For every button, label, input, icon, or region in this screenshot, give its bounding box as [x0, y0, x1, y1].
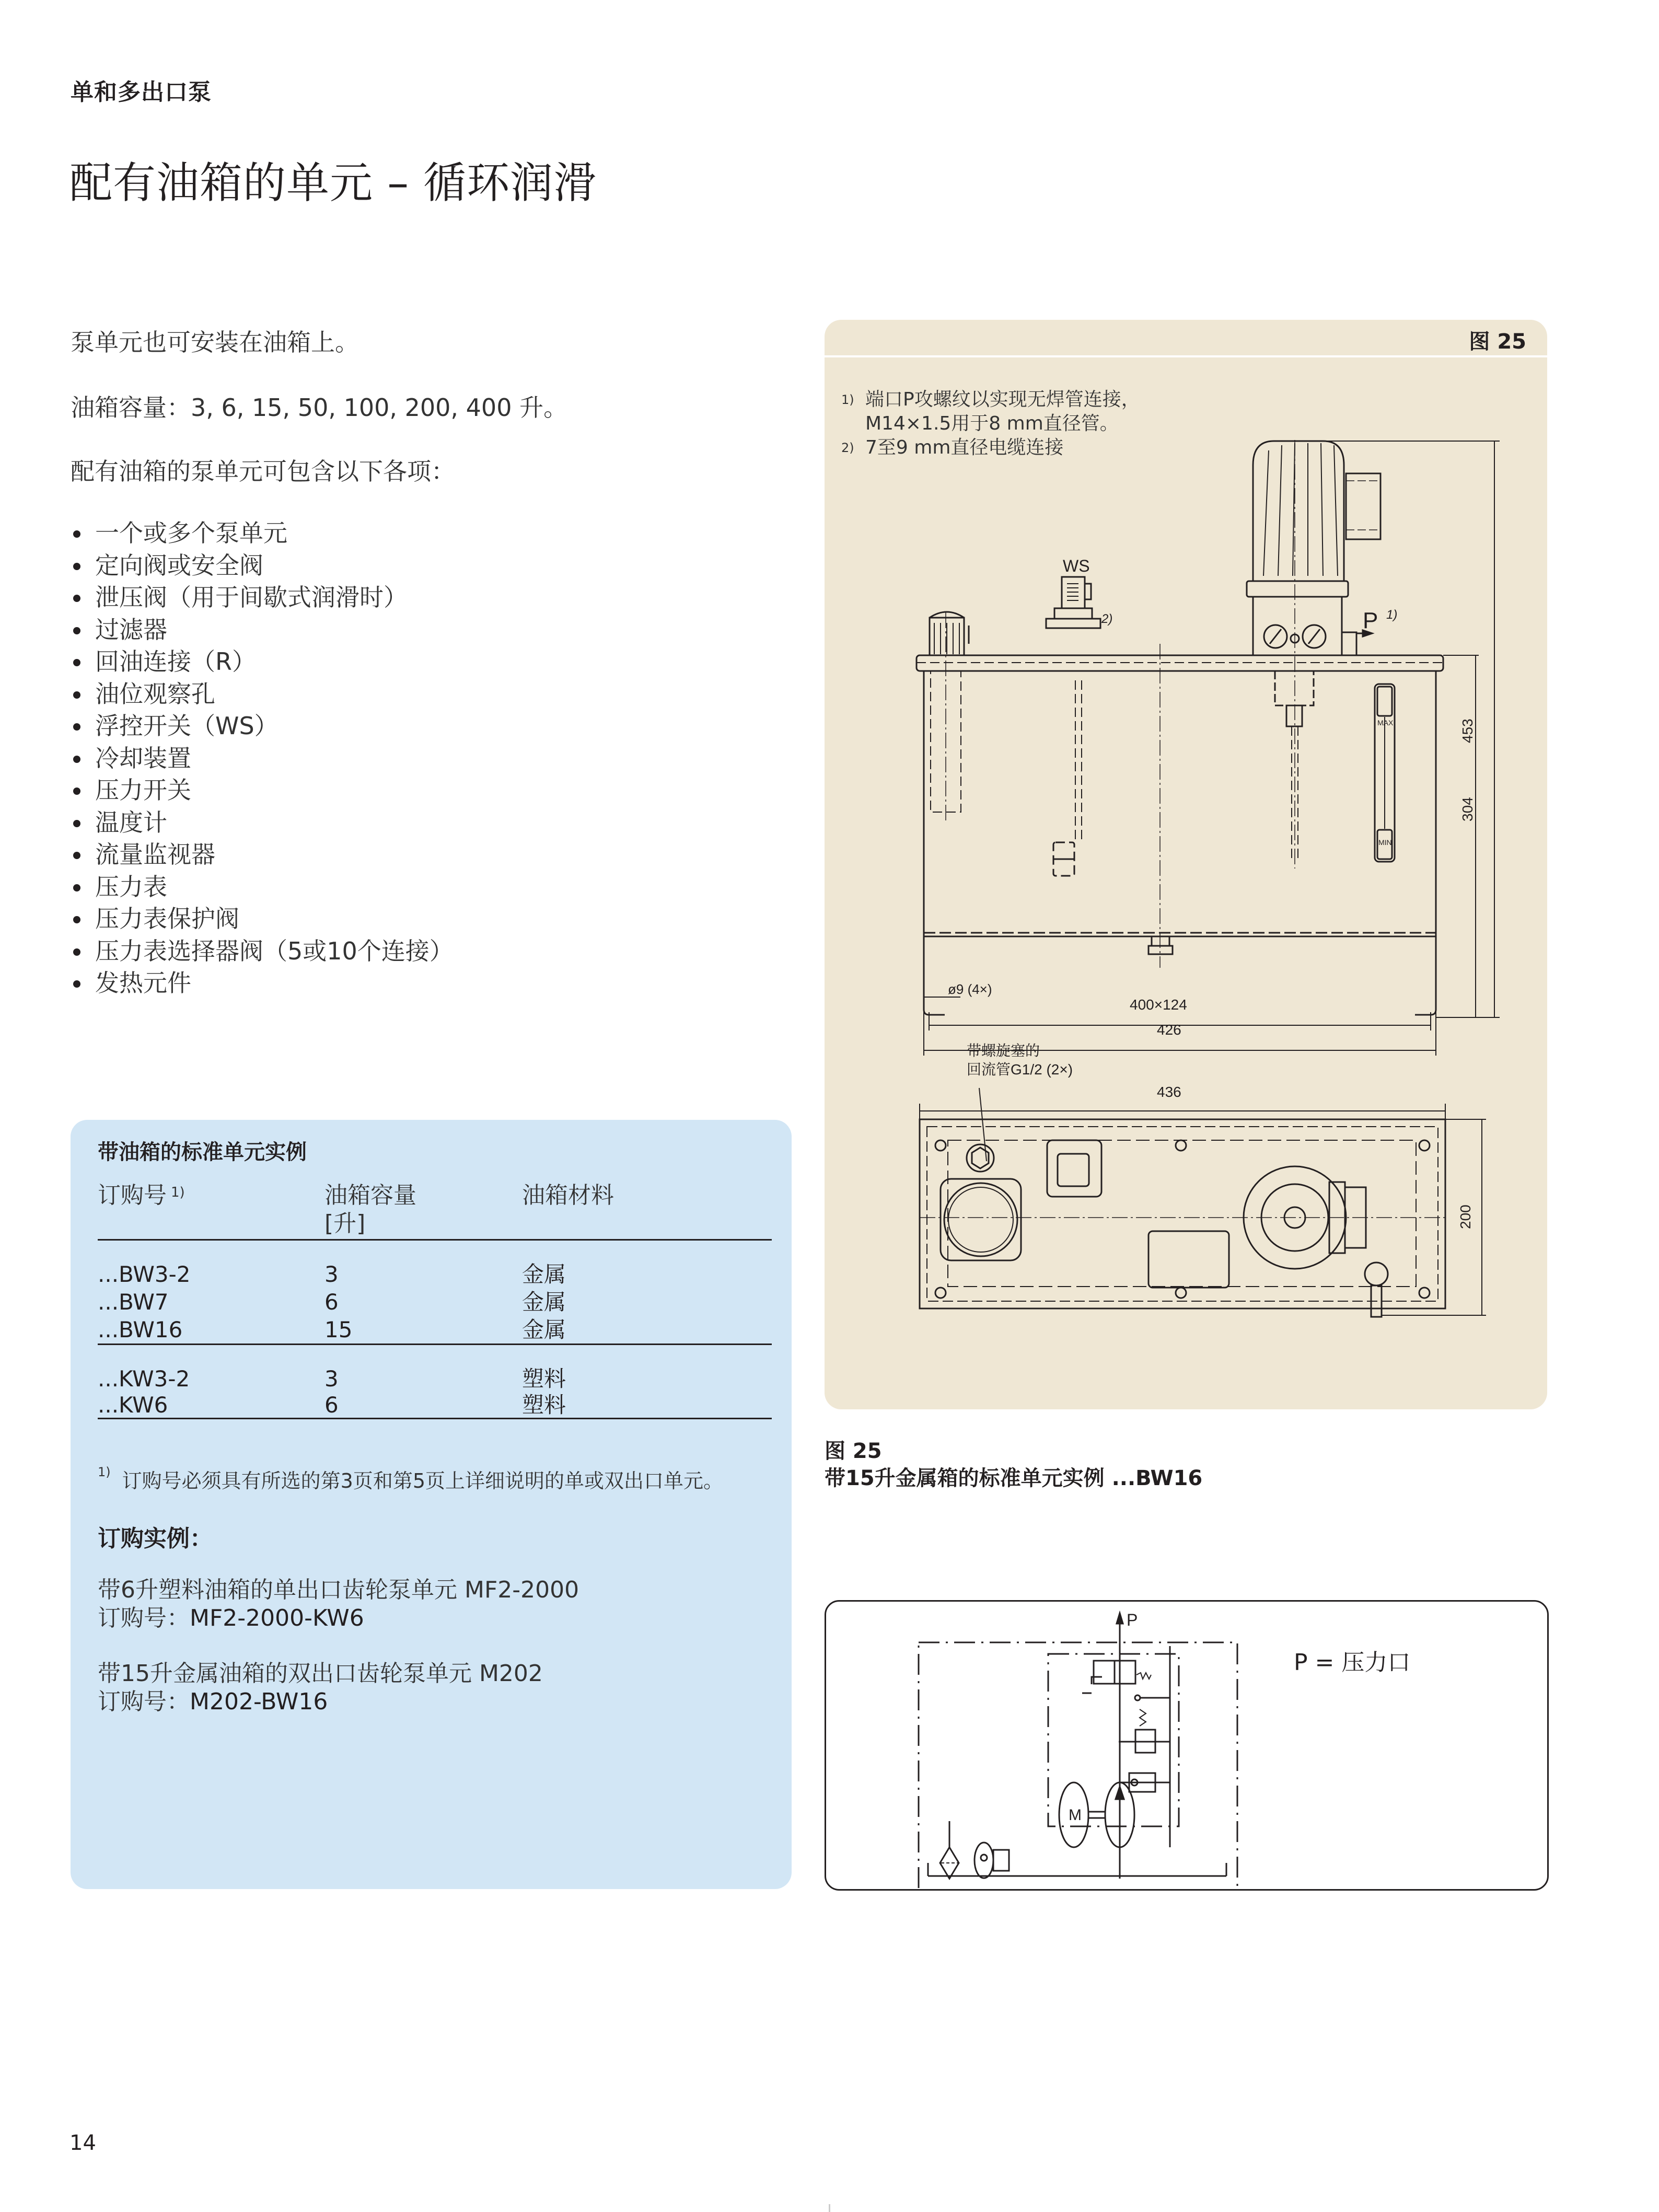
svg-text:200: 200	[1457, 1205, 1474, 1229]
order-example-description: 带6升塑料油箱的单出口齿轮泵单元 MF2-2000	[98, 1577, 579, 1603]
list-item: 一个或多个泵单元	[71, 517, 454, 550]
order-example-number: 订购号：MF2-2000-KW6	[98, 1605, 364, 1631]
figure-note-continuation: M14×1.5用于8 mm直径管。	[865, 413, 1119, 434]
page-center-mark	[829, 2204, 830, 2212]
list-item: 浮控开关（WS）	[71, 710, 454, 743]
list-item: 压力表	[71, 871, 454, 904]
capacity-cell: 3	[324, 1261, 339, 1287]
port-p-label: P	[1127, 1611, 1138, 1629]
technical-drawing	[825, 320, 1547, 1409]
svg-text:453: 453	[1459, 719, 1476, 743]
hydraulic-schematic-panel	[825, 1600, 1549, 1891]
list-item: 压力表选择器阀（5或10个连接）	[71, 935, 454, 968]
list-item: 流量监视器	[71, 839, 454, 871]
options-intro-paragraph: 配有油箱的泵单元可包含以下各项：	[71, 457, 455, 485]
hydraulic-schematic	[826, 1602, 1547, 1889]
table-bottom-divider	[98, 1418, 772, 1419]
list-item: 回油连接（R）	[71, 646, 454, 678]
page-number: 14	[69, 2131, 96, 2155]
order-no-cell: ...BW3-2	[98, 1261, 191, 1287]
list-item: 压力表保护阀	[71, 903, 454, 935]
figure-caption-text: 带15升金属箱的标准单元实例 ...BW16	[825, 1466, 1203, 1490]
list-item: 泄压阀（用于间歇式润滑时）	[71, 582, 454, 614]
svg-text:304: 304	[1459, 797, 1476, 821]
list-item: 油位观察孔	[71, 678, 454, 711]
order-example-description: 带15升金属油箱的双出口齿轮泵单元 M202	[98, 1660, 543, 1687]
order-no-cell: ...BW7	[98, 1289, 169, 1315]
figure-note: 2) 7至9 mm直径电缆连接	[841, 437, 1064, 458]
capacity-cell: 6	[324, 1392, 339, 1418]
material-cell: 塑料	[522, 1366, 566, 1392]
schematic-legend: P = 压力口	[1294, 1649, 1411, 1676]
column-header-material: 油箱材料	[522, 1182, 614, 1209]
motor-label: M	[1069, 1806, 1082, 1824]
capacity-cell: 15	[324, 1317, 353, 1342]
material-cell: 金属	[522, 1289, 566, 1315]
column-header-order-no: 订购号 $^{1)}$	[98, 1182, 185, 1209]
page-title: 配有油箱的单元 – 循环润滑	[69, 158, 597, 208]
figure-tag: 图 25	[1469, 330, 1526, 354]
options-list	[71, 517, 454, 1000]
table-footnote: $^{1)}$ 订购号必须具有所选的第3页和第5页上详细说明的单或双出口单元。	[98, 1465, 723, 1492]
svg-text:400×124: 400×124	[1130, 997, 1187, 1013]
list-item: 定向阀或安全阀	[71, 550, 454, 582]
order-example-number: 订购号：M202-BW16	[98, 1688, 328, 1715]
standard-units-title: 带油箱的标准单元实例	[98, 1140, 307, 1164]
order-examples-title: 订购实例：	[98, 1525, 213, 1552]
section-label: 单和多出口泵	[71, 79, 212, 106]
material-cell: 金属	[522, 1261, 566, 1287]
svg-text:1): 1)	[1386, 608, 1398, 622]
svg-text:436: 436	[1157, 1084, 1181, 1100]
order-no-cell: ...KW6	[98, 1392, 168, 1418]
svg-text:ø9 (4×): ø9 (4×)	[948, 981, 992, 997]
list-item: 温度计	[71, 807, 454, 839]
capacity-unit: [升]	[324, 1210, 366, 1237]
ws-label: WS	[1063, 557, 1090, 575]
svg-text:MAX: MAX	[1377, 719, 1394, 727]
svg-text:带螺旋塞的: 带螺旋塞的	[967, 1043, 1040, 1059]
capacity-cell: 6	[324, 1289, 339, 1315]
list-item: 压力开关	[71, 774, 454, 807]
figure-caption-number: 图 25	[825, 1439, 882, 1463]
figure-panel	[825, 320, 1547, 1409]
standard-units-panel	[71, 1120, 792, 1889]
table-group-divider	[98, 1344, 772, 1345]
material-cell: 塑料	[522, 1392, 566, 1418]
footnote-ref: 1)	[171, 1185, 185, 1200]
intro-paragraph: 泵单元也可安装在油箱上。	[71, 328, 359, 356]
order-no-cell: ...KW3-2	[98, 1366, 190, 1392]
tank-capacity-paragraph: 油箱容量：3, 6, 15, 50, 100, 200, 400 升。	[71, 393, 568, 422]
material-cell: 金属	[522, 1317, 566, 1342]
list-item: 冷却装置	[71, 743, 454, 775]
list-item: 过滤器	[71, 614, 454, 646]
svg-text:426: 426	[1157, 1022, 1181, 1038]
svg-text:MIN: MIN	[1378, 838, 1392, 847]
list-item: 发热元件	[71, 967, 454, 1000]
capacity-cell: 3	[324, 1366, 339, 1392]
svg-text:P: P	[1363, 608, 1378, 633]
figure-note: 1) 端口P攻螺纹以实现无焊管连接，	[841, 389, 1140, 410]
svg-text:回流管G1/2 (2×): 回流管G1/2 (2×)	[967, 1061, 1073, 1078]
svg-text:2): 2)	[1101, 612, 1113, 626]
table-header-divider	[98, 1239, 772, 1241]
column-header-capacity: 油箱容量 [升]	[324, 1182, 416, 1237]
order-no-cell: ...BW16	[98, 1317, 183, 1342]
